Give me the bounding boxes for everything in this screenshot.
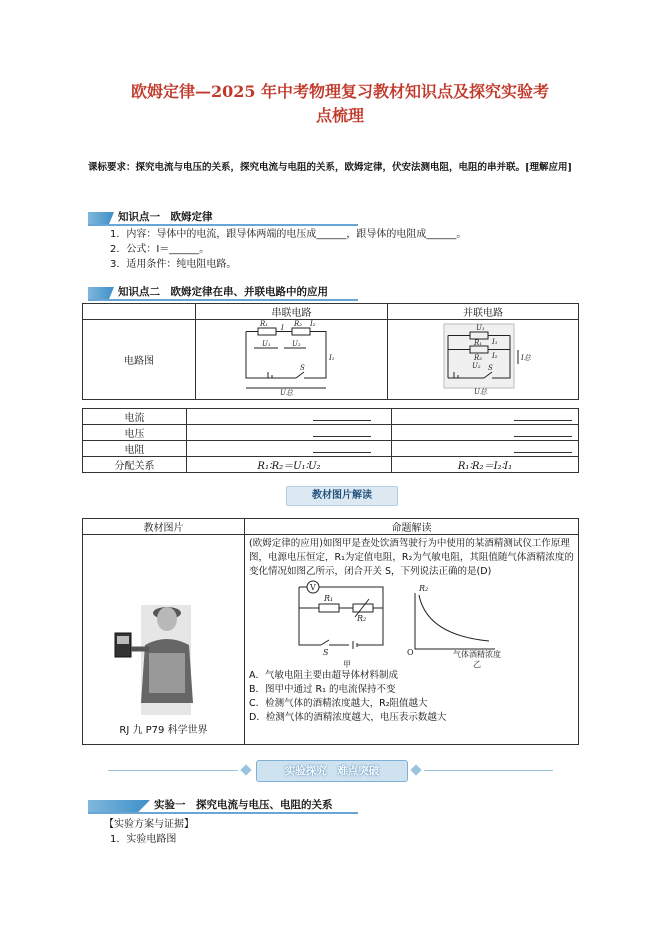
label-v: V bbox=[310, 583, 316, 592]
parallel-circuit-diagram bbox=[388, 320, 578, 396]
label-r1: R₁ bbox=[324, 594, 334, 603]
label-r2: R₂ bbox=[294, 320, 303, 328]
row-label: 电流 bbox=[83, 409, 187, 425]
label-u1: U₁ bbox=[262, 340, 271, 348]
fig-jia: 甲 bbox=[343, 660, 351, 669]
row-circuit-label: 电路图 bbox=[83, 320, 196, 400]
label-u2: U₂ bbox=[292, 340, 301, 348]
parallel-cell bbox=[392, 409, 579, 425]
answer-blank bbox=[514, 443, 572, 453]
option-b: B．图甲中通过 R₁ 的电流保持不变 bbox=[249, 684, 396, 695]
curriculum-requirement: 课标要求：探究电流与电压的关系，探究电流与电阻的关系，欧姆定律，伏安法测电阻，电阻的串并联。[理解应用] bbox=[88, 162, 572, 173]
table-row bbox=[83, 409, 579, 425]
experiment-banner-text: 实验探究 难点突破 bbox=[256, 760, 408, 782]
answer-blank bbox=[313, 411, 371, 421]
label-i: I总 bbox=[521, 354, 531, 362]
series-ratio: R₁∶R₂＝U₁∶U₂ bbox=[187, 457, 392, 473]
analysis-cell bbox=[245, 535, 579, 745]
table-row bbox=[83, 425, 579, 441]
section-heading-exp1 bbox=[88, 800, 358, 814]
label-u1: U₁ bbox=[476, 324, 485, 332]
answer-blank bbox=[313, 427, 371, 437]
series-cell bbox=[187, 409, 392, 425]
section-title: 知识点一 欧姆定律 bbox=[118, 211, 213, 223]
section-underline bbox=[88, 299, 358, 301]
label-i1: I₁ bbox=[329, 354, 335, 362]
label-i: I bbox=[281, 324, 284, 332]
diamond-icon bbox=[410, 764, 421, 775]
section-heading-k1 bbox=[88, 212, 358, 226]
experiment-banner bbox=[108, 760, 553, 782]
k1-item-3: 3．适用条件：纯电阻电路。 bbox=[110, 259, 237, 270]
option-c: C．检测气体的酒精浓度越大，R₂阻值越大 bbox=[249, 698, 428, 709]
label-r2: R₂ bbox=[357, 614, 367, 623]
label-r2: R₂ bbox=[474, 354, 483, 362]
graph-origin: O bbox=[407, 648, 414, 657]
label-u2: U₂ bbox=[472, 362, 481, 370]
option-d: D．检测气体的酒精浓度越大，电压表示数越大 bbox=[249, 712, 447, 723]
label-s: S bbox=[488, 364, 493, 372]
col-image: 教材图片 bbox=[83, 519, 245, 535]
answer-blank bbox=[313, 443, 371, 453]
series-cell bbox=[187, 441, 392, 457]
col-series: 串联电路 bbox=[196, 304, 388, 320]
divider-left bbox=[108, 770, 238, 771]
parallel-ratio: R₁∶R₂＝I₂∶I₁ bbox=[392, 457, 579, 473]
section-heading-k2 bbox=[88, 287, 358, 301]
label-i2: I₂ bbox=[310, 320, 316, 328]
series-circuit-cell bbox=[196, 320, 388, 400]
k1-item-1: 1．内容：导体中的电流，跟导体两端的电压成______，跟导体的电阻成______。 bbox=[110, 229, 467, 240]
police-officer-photo bbox=[83, 585, 244, 715]
table-row bbox=[83, 457, 579, 473]
row-label: 分配关系 bbox=[83, 457, 187, 473]
parallel-cell bbox=[392, 441, 579, 457]
col-analysis: 命题解读 bbox=[245, 519, 579, 535]
section-title: 实验一 探究电流与电压、电阻的关系 bbox=[154, 799, 333, 811]
row-label: 电阻 bbox=[83, 441, 187, 457]
alcohol-tester-figures bbox=[249, 579, 549, 669]
question-text: (欧姆定律的应用)如图甲是查处饮酒驾驶行为中使用的某酒精测试仪工作原理图，电源电压恒定，R₁为定值电阻，R₂为气敏电阻，其阻值随气体酒精浓度的变化情况如图乙所示，闭合开关 S，下列说法正确的是(D) bbox=[249, 538, 574, 577]
row-label: 电压 bbox=[83, 425, 187, 441]
graph-y-label: R₂ bbox=[419, 584, 429, 593]
section-underline bbox=[88, 224, 358, 226]
page-title bbox=[100, 80, 580, 128]
label-i1: I₁ bbox=[492, 338, 498, 346]
col-parallel: 并联电路 bbox=[388, 304, 579, 320]
question-figures bbox=[249, 579, 574, 669]
label-u: U总 bbox=[280, 389, 293, 396]
label-r1: R₁ bbox=[260, 320, 269, 328]
parallel-cell bbox=[392, 425, 579, 441]
label-s: S bbox=[323, 648, 329, 657]
answer-blank bbox=[514, 411, 572, 421]
diamond-icon bbox=[240, 764, 251, 775]
table-corner bbox=[83, 304, 196, 320]
image-caption: RJ 九 P79 科学世界 bbox=[119, 725, 208, 736]
label-i2: I₂ bbox=[492, 352, 498, 360]
title-line-1: 欧姆定律—2025 年中考物理复习教材知识点及探究实验考 bbox=[130, 82, 550, 101]
fig-yi: 乙 bbox=[473, 660, 481, 669]
textbook-table bbox=[82, 518, 579, 745]
experiment-item-1: 1．实验电路图 bbox=[110, 834, 177, 845]
experiment-subheading: 【实验方案与证据】 bbox=[104, 819, 194, 830]
graph-x-label: 气体酒精浓度 bbox=[453, 650, 501, 659]
label-r1: R₁ bbox=[474, 339, 483, 347]
relation-table bbox=[82, 408, 579, 473]
answer-blank bbox=[514, 427, 572, 437]
circuit-table bbox=[82, 303, 579, 400]
textbook-banner: 教材图片解读 bbox=[286, 486, 398, 506]
section-title: 知识点二 欧姆定律在串、并联电路中的应用 bbox=[118, 286, 328, 298]
series-cell bbox=[187, 425, 392, 441]
section-underline bbox=[88, 812, 358, 814]
title-line-2: 点梳理 bbox=[315, 106, 364, 125]
divider-right bbox=[424, 770, 553, 771]
k1-item-2: 2．公式：I＝______。 bbox=[110, 244, 210, 255]
option-a: A．气敏电阻主要由超导体材料制成 bbox=[249, 670, 398, 681]
label-u: U总 bbox=[474, 388, 487, 396]
parallel-circuit-cell bbox=[388, 320, 579, 400]
series-circuit-diagram bbox=[196, 320, 387, 396]
textbook-image-cell bbox=[83, 535, 245, 745]
table-row bbox=[83, 441, 579, 457]
label-s: S bbox=[300, 364, 305, 372]
